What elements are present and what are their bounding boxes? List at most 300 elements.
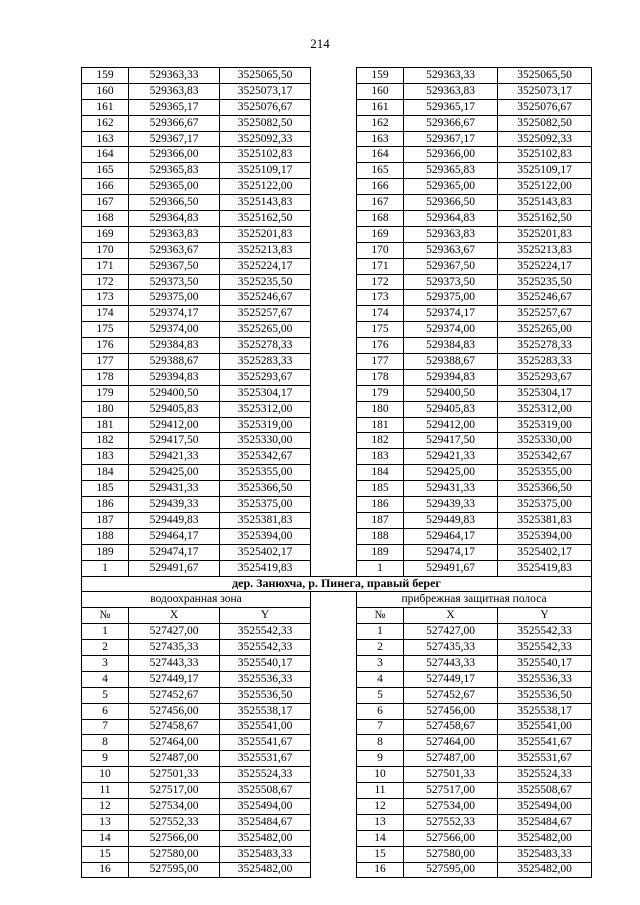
x-coordinate: 529388,67	[404, 354, 498, 370]
zone-row	[82, 592, 592, 608]
table-row	[82, 385, 592, 401]
point-number: 13	[357, 814, 404, 830]
y-coordinate: 3525540,17	[220, 655, 311, 671]
y-coordinate: 3525304,17	[220, 385, 311, 401]
x-coordinate: 527458,67	[404, 719, 498, 735]
x-coordinate: 529365,00	[404, 179, 498, 195]
y-coordinate: 3525278,33	[220, 338, 311, 354]
y-coordinate: 3525531,67	[498, 751, 592, 767]
y-coordinate: 3525542,33	[498, 640, 592, 656]
column-header: X	[129, 608, 220, 624]
point-number: 187	[357, 512, 404, 528]
point-number: 174	[82, 306, 129, 322]
y-coordinate: 3525102,83	[498, 147, 592, 163]
y-coordinate: 3525375,00	[498, 497, 592, 513]
x-coordinate: 529421,33	[404, 449, 498, 465]
y-coordinate: 3525213,83	[498, 242, 592, 258]
point-number: 15	[357, 846, 404, 862]
y-coordinate: 3525483,33	[498, 846, 592, 862]
point-number: 171	[357, 258, 404, 274]
x-coordinate: 527427,00	[404, 624, 498, 640]
x-coordinate: 529425,00	[404, 465, 498, 481]
column-gap	[311, 385, 357, 401]
x-coordinate: 527464,00	[129, 735, 220, 751]
column-gap	[311, 68, 357, 84]
column-gap	[311, 417, 357, 433]
table-row	[82, 624, 592, 640]
column-gap	[311, 322, 357, 338]
x-coordinate: 529425,00	[129, 465, 220, 481]
x-coordinate: 527458,67	[129, 719, 220, 735]
y-coordinate: 3525073,17	[498, 83, 592, 99]
y-coordinate: 3525257,67	[498, 306, 592, 322]
column-header: Y	[498, 608, 592, 624]
table-row	[82, 290, 592, 306]
x-coordinate: 529374,00	[404, 322, 498, 338]
column-gap	[311, 640, 357, 656]
y-coordinate: 3525355,00	[220, 465, 311, 481]
x-coordinate: 529384,83	[129, 338, 220, 354]
y-coordinate: 3525538,17	[220, 703, 311, 719]
y-coordinate: 3525402,17	[220, 544, 311, 560]
column-gap	[311, 354, 357, 370]
point-number: 185	[82, 481, 129, 497]
column-gap	[311, 131, 357, 147]
table-row	[82, 719, 592, 735]
point-number: 185	[357, 481, 404, 497]
x-coordinate: 529367,17	[404, 131, 498, 147]
point-number: 10	[82, 767, 129, 783]
point-number: 3	[82, 655, 129, 671]
column-gap	[311, 226, 357, 242]
point-number: 162	[82, 115, 129, 131]
point-number: 180	[357, 401, 404, 417]
x-coordinate: 529365,17	[129, 99, 220, 115]
y-coordinate: 3525402,17	[498, 544, 592, 560]
column-gap	[311, 512, 357, 528]
table-row	[82, 131, 592, 147]
y-coordinate: 3525122,00	[498, 179, 592, 195]
point-number: 163	[82, 131, 129, 147]
x-coordinate: 527435,33	[404, 640, 498, 656]
y-coordinate: 3525536,33	[220, 671, 311, 687]
y-coordinate: 3525524,33	[220, 767, 311, 783]
y-coordinate: 3525540,17	[498, 655, 592, 671]
y-coordinate: 3525482,00	[220, 862, 311, 878]
table-row	[82, 798, 592, 814]
point-number: 181	[357, 417, 404, 433]
column-gap	[311, 179, 357, 195]
x-coordinate: 529491,67	[404, 560, 498, 576]
x-coordinate: 529365,17	[404, 99, 498, 115]
x-coordinate: 527501,33	[129, 767, 220, 783]
point-number: 1	[82, 560, 129, 576]
table-row	[82, 846, 592, 862]
point-number: 6	[82, 703, 129, 719]
point-number: 1	[82, 624, 129, 640]
point-number: 179	[82, 385, 129, 401]
table-row	[82, 417, 592, 433]
coordinates-table	[81, 67, 592, 878]
column-gap	[311, 147, 357, 163]
x-coordinate: 527580,00	[129, 846, 220, 862]
table-row	[82, 369, 592, 385]
y-coordinate: 3525162,50	[498, 211, 592, 227]
table-row	[82, 560, 592, 576]
column-gap	[311, 306, 357, 322]
x-coordinate: 527464,00	[404, 735, 498, 751]
point-number: 169	[82, 226, 129, 242]
x-coordinate: 527517,00	[404, 783, 498, 799]
column-gap	[311, 369, 357, 385]
x-coordinate: 529474,17	[404, 544, 498, 560]
y-coordinate: 3525542,33	[498, 624, 592, 640]
point-number: 168	[82, 211, 129, 227]
y-coordinate: 3525541,67	[220, 735, 311, 751]
point-number: 11	[357, 783, 404, 799]
y-coordinate: 3525419,83	[498, 560, 592, 576]
y-coordinate: 3525494,00	[498, 798, 592, 814]
column-gap	[311, 211, 357, 227]
x-coordinate: 527534,00	[129, 798, 220, 814]
y-coordinate: 3525330,00	[220, 433, 311, 449]
y-coordinate: 3525304,17	[498, 385, 592, 401]
x-coordinate: 529364,83	[404, 211, 498, 227]
column-gap	[311, 497, 357, 513]
column-gap	[311, 767, 357, 783]
point-number: 14	[82, 830, 129, 846]
x-coordinate: 529431,33	[129, 481, 220, 497]
x-coordinate: 527487,00	[404, 751, 498, 767]
point-number: 175	[82, 322, 129, 338]
point-number: 170	[82, 242, 129, 258]
table-row	[82, 640, 592, 656]
point-number: 174	[357, 306, 404, 322]
point-number: 163	[357, 131, 404, 147]
point-number: 186	[82, 497, 129, 513]
column-gap	[311, 290, 357, 306]
point-number: 172	[82, 274, 129, 290]
table-row	[82, 862, 592, 878]
section-title: дер. Занюхча, р. Пинега, правый берег	[82, 576, 592, 592]
point-number: 177	[82, 354, 129, 370]
point-number: 1	[357, 560, 404, 576]
x-coordinate: 529405,83	[404, 401, 498, 417]
x-coordinate: 529439,33	[404, 497, 498, 513]
y-coordinate: 3525381,83	[498, 512, 592, 528]
column-header: X	[404, 608, 498, 624]
point-number: 1	[357, 624, 404, 640]
y-coordinate: 3525419,83	[220, 560, 311, 576]
x-coordinate: 529405,83	[129, 401, 220, 417]
x-coordinate: 529417,50	[404, 433, 498, 449]
column-header: №	[82, 608, 129, 624]
x-coordinate: 529365,83	[129, 163, 220, 179]
table-row	[82, 322, 592, 338]
column-gap	[311, 560, 357, 576]
table-row	[82, 99, 592, 115]
y-coordinate: 3525143,83	[220, 195, 311, 211]
x-coordinate: 527435,33	[129, 640, 220, 656]
y-coordinate: 3525482,00	[498, 830, 592, 846]
column-gap	[311, 703, 357, 719]
table-row	[82, 83, 592, 99]
x-coordinate: 529367,17	[129, 131, 220, 147]
column-gap	[311, 242, 357, 258]
point-number: 178	[82, 369, 129, 385]
y-coordinate: 3525536,50	[498, 687, 592, 703]
y-coordinate: 3525246,67	[220, 290, 311, 306]
x-coordinate: 529412,00	[129, 417, 220, 433]
y-coordinate: 3525494,00	[220, 798, 311, 814]
y-coordinate: 3525536,50	[220, 687, 311, 703]
column-gap	[311, 401, 357, 417]
x-coordinate: 529400,50	[404, 385, 498, 401]
point-number: 12	[357, 798, 404, 814]
table-row	[82, 179, 592, 195]
x-coordinate: 529449,83	[129, 512, 220, 528]
x-coordinate: 527595,00	[129, 862, 220, 878]
x-coordinate: 529367,50	[129, 258, 220, 274]
y-coordinate: 3525257,67	[220, 306, 311, 322]
x-coordinate: 529363,33	[129, 68, 220, 84]
column-gap	[311, 592, 357, 608]
column-gap	[311, 433, 357, 449]
point-number: 189	[82, 544, 129, 560]
column-gap	[311, 481, 357, 497]
y-coordinate: 3525102,83	[220, 147, 311, 163]
y-coordinate: 3525283,33	[220, 354, 311, 370]
x-coordinate: 527595,00	[404, 862, 498, 878]
point-number: 9	[82, 751, 129, 767]
table-row	[82, 735, 592, 751]
x-coordinate: 529366,67	[404, 115, 498, 131]
column-gap	[311, 115, 357, 131]
x-coordinate: 529388,67	[129, 354, 220, 370]
column-gap	[311, 258, 357, 274]
point-number: 183	[357, 449, 404, 465]
point-number: 166	[357, 179, 404, 195]
y-coordinate: 3525092,33	[220, 131, 311, 147]
point-number: 8	[357, 735, 404, 751]
point-number: 182	[357, 433, 404, 449]
x-coordinate: 529363,67	[404, 242, 498, 258]
x-coordinate: 527566,00	[404, 830, 498, 846]
point-number: 7	[82, 719, 129, 735]
table-row	[82, 338, 592, 354]
x-coordinate: 527566,00	[129, 830, 220, 846]
point-number: 5	[82, 687, 129, 703]
y-coordinate: 3525235,50	[220, 274, 311, 290]
y-coordinate: 3525283,33	[498, 354, 592, 370]
x-coordinate: 527456,00	[129, 703, 220, 719]
point-number: 173	[357, 290, 404, 306]
y-coordinate: 3525366,50	[498, 481, 592, 497]
x-coordinate: 527452,67	[129, 687, 220, 703]
point-number: 180	[82, 401, 129, 417]
column-gap	[311, 338, 357, 354]
x-coordinate: 529384,83	[404, 338, 498, 354]
x-coordinate: 527449,17	[404, 671, 498, 687]
y-coordinate: 3525278,33	[498, 338, 592, 354]
column-gap	[311, 798, 357, 814]
point-number: 184	[82, 465, 129, 481]
x-coordinate: 529363,83	[404, 226, 498, 242]
x-coordinate: 527580,00	[404, 846, 498, 862]
column-gap	[311, 846, 357, 862]
x-coordinate: 529491,67	[129, 560, 220, 576]
x-coordinate: 529365,00	[129, 179, 220, 195]
point-number: 2	[357, 640, 404, 656]
point-number: 5	[357, 687, 404, 703]
y-coordinate: 3525201,83	[498, 226, 592, 242]
x-coordinate: 529365,83	[404, 163, 498, 179]
point-number: 176	[357, 338, 404, 354]
x-coordinate: 527517,00	[129, 783, 220, 799]
y-coordinate: 3525082,50	[220, 115, 311, 131]
column-gap	[311, 687, 357, 703]
x-coordinate: 527552,33	[404, 814, 498, 830]
point-number: 159	[82, 68, 129, 84]
column-gap	[311, 163, 357, 179]
y-coordinate: 3525122,00	[220, 179, 311, 195]
x-coordinate: 529449,83	[404, 512, 498, 528]
y-coordinate: 3525542,33	[220, 640, 311, 656]
point-number: 179	[357, 385, 404, 401]
x-coordinate: 529366,00	[129, 147, 220, 163]
point-number: 162	[357, 115, 404, 131]
column-gap	[311, 719, 357, 735]
x-coordinate: 529374,17	[404, 306, 498, 322]
y-coordinate: 3525109,17	[220, 163, 311, 179]
point-number: 167	[82, 195, 129, 211]
y-coordinate: 3525484,67	[220, 814, 311, 830]
table-row	[82, 306, 592, 322]
point-number: 165	[357, 163, 404, 179]
point-number: 165	[82, 163, 129, 179]
x-coordinate: 529373,50	[129, 274, 220, 290]
table-row	[82, 242, 592, 258]
y-coordinate: 3525342,67	[220, 449, 311, 465]
column-gap	[311, 544, 357, 560]
point-number: 169	[357, 226, 404, 242]
y-coordinate: 3525076,67	[498, 99, 592, 115]
point-number: 167	[357, 195, 404, 211]
table-row	[82, 814, 592, 830]
point-number: 7	[357, 719, 404, 735]
x-coordinate: 529363,83	[129, 83, 220, 99]
x-coordinate: 529464,17	[404, 528, 498, 544]
table-row	[82, 115, 592, 131]
x-coordinate: 529366,50	[404, 195, 498, 211]
x-coordinate: 529363,67	[129, 242, 220, 258]
table-row	[82, 481, 592, 497]
x-coordinate: 527452,67	[404, 687, 498, 703]
x-coordinate: 527449,17	[129, 671, 220, 687]
point-number: 4	[82, 671, 129, 687]
table-row	[82, 528, 592, 544]
point-number: 189	[357, 544, 404, 560]
y-coordinate: 3525092,33	[498, 131, 592, 147]
table-row	[82, 195, 592, 211]
y-coordinate: 3525143,83	[498, 195, 592, 211]
y-coordinate: 3525312,00	[220, 401, 311, 417]
x-coordinate: 529363,83	[129, 226, 220, 242]
x-coordinate: 529364,83	[129, 211, 220, 227]
column-gap	[311, 830, 357, 846]
y-coordinate: 3525542,33	[220, 624, 311, 640]
point-number: 183	[82, 449, 129, 465]
point-number: 11	[82, 783, 129, 799]
y-coordinate: 3525482,00	[498, 862, 592, 878]
point-number: 177	[357, 354, 404, 370]
y-coordinate: 3525508,67	[220, 783, 311, 799]
point-number: 9	[357, 751, 404, 767]
point-number: 188	[82, 528, 129, 544]
y-coordinate: 3525342,67	[498, 449, 592, 465]
table-row	[82, 830, 592, 846]
x-coordinate: 529366,00	[404, 147, 498, 163]
x-coordinate: 529373,50	[404, 274, 498, 290]
x-coordinate: 527427,00	[129, 624, 220, 640]
table-row	[82, 401, 592, 417]
x-coordinate: 529367,50	[404, 258, 498, 274]
y-coordinate: 3525394,00	[498, 528, 592, 544]
point-number: 160	[357, 83, 404, 99]
x-coordinate: 529375,00	[404, 290, 498, 306]
table-row	[82, 671, 592, 687]
point-number: 164	[82, 147, 129, 163]
table-row	[82, 512, 592, 528]
section-title-row	[82, 576, 592, 592]
x-coordinate: 529366,67	[129, 115, 220, 131]
y-coordinate: 3525330,00	[498, 433, 592, 449]
column-gap	[311, 449, 357, 465]
y-coordinate: 3525541,00	[498, 719, 592, 735]
point-number: 164	[357, 147, 404, 163]
y-coordinate: 3525319,00	[498, 417, 592, 433]
table-row	[82, 751, 592, 767]
point-number: 178	[357, 369, 404, 385]
point-number: 3	[357, 655, 404, 671]
column-gap	[311, 608, 357, 624]
point-number: 176	[82, 338, 129, 354]
point-number: 182	[82, 433, 129, 449]
point-number: 4	[357, 671, 404, 687]
column-gap	[311, 195, 357, 211]
column-gap	[311, 274, 357, 290]
x-coordinate: 527456,00	[404, 703, 498, 719]
y-coordinate: 3525224,17	[498, 258, 592, 274]
y-coordinate: 3525065,50	[220, 68, 311, 84]
point-number: 184	[357, 465, 404, 481]
x-coordinate: 527501,33	[404, 767, 498, 783]
y-coordinate: 3525381,83	[220, 512, 311, 528]
x-coordinate: 529412,00	[404, 417, 498, 433]
x-coordinate: 529474,17	[129, 544, 220, 560]
y-coordinate: 3525394,00	[220, 528, 311, 544]
point-number: 14	[357, 830, 404, 846]
y-coordinate: 3525524,33	[498, 767, 592, 783]
table-row	[82, 211, 592, 227]
x-coordinate: 529394,83	[404, 369, 498, 385]
x-coordinate: 529363,33	[404, 68, 498, 84]
table-row	[82, 354, 592, 370]
table-row	[82, 258, 592, 274]
table-row	[82, 163, 592, 179]
x-coordinate: 529421,33	[129, 449, 220, 465]
y-coordinate: 3525201,83	[220, 226, 311, 242]
